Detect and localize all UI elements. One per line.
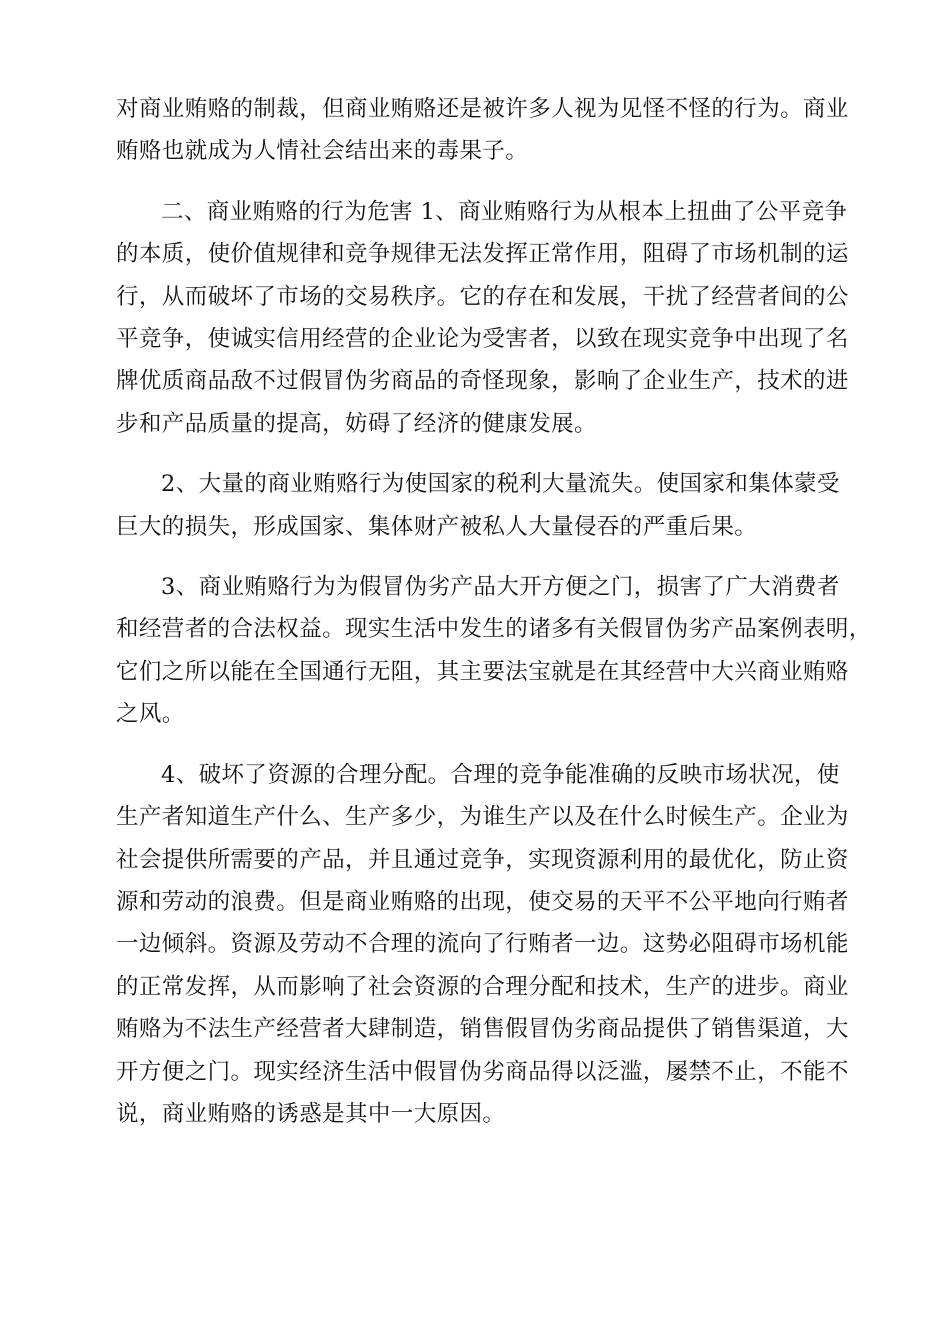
text-line: 平竞争，使诚实信用经营的企业论为受害者，以致在现实竞争中出现了名: [116, 326, 849, 353]
text-line: 开方便之门。现实经济生活中假冒伪劣商品得以泛滥，屡禁不止，不能不: [116, 1058, 849, 1085]
text-line: 贿赂为不法生产经营者大肆制造，销售假冒伪劣商品提供了销售渠道，大: [116, 1016, 849, 1043]
text-line: 3、商业贿赂行为为假冒伪劣产品大开方便之门，损害了广大消费者: [161, 574, 840, 601]
paragraph-4: [116, 566, 872, 736]
text-line: 说，商业贿赂的诱惑是其中一大原因。: [116, 1100, 506, 1127]
text-line: 之风。: [116, 701, 185, 728]
text-line: 对商业贿赂的制裁，但商业贿赂还是被许多人视为见怪不怪的行为。商业: [116, 96, 849, 122]
text-line: 牌优质商品敌不过假冒伪劣商品的奇怪现象，影响了企业生产，技术的进: [116, 368, 849, 395]
text-line: 步和产品质量的提高，妨碍了经济的健康发展。: [116, 410, 597, 437]
text-line: 2、大量的商业贿赂行为使国家的税利大量流失。使国家和集体蒙受: [161, 471, 840, 498]
paragraph-3: [116, 463, 840, 548]
text-line: 它们之所以能在全国通行无阻，其主要法宝就是在其经营中大兴商业贿赂: [116, 658, 849, 685]
text-line: 和经营者的合法权益。现实生活中发生的诸多有关假冒伪劣产品案例表明，: [116, 616, 872, 643]
document-page: [116, 88, 872, 1153]
text-line: 巨大的损失，形成国家、集体财产被私人大量侵吞的严重后果。: [116, 513, 758, 540]
text-line: 源和劳动的浪费。但是商业贿赂的出现，使交易的天平不公平地向行贿者: [116, 888, 849, 915]
text-line: 生产者知道生产什么、生产多少，为谁生产以及在什么时候生产。企业为: [116, 804, 849, 831]
text-line: 行，从而破坏了市场的交易秩序。它的存在和发展，干扰了经营者间的公: [116, 283, 849, 310]
text-line: 社会提供所需要的产品，并且通过竞争，实现资源利用的最优化，防止资: [116, 846, 849, 873]
paragraph-1: [116, 88, 849, 173]
text-line: 贿赂也就成为人情社会结出来的毒果子。: [116, 138, 529, 165]
text-line: 4、破坏了资源的合理分配。合理的竞争能准确的反映市场状况，使: [161, 761, 840, 788]
text-line: 二、商业贿赂的行为危害 1、商业贿赂行为从根本上扭曲了公平竞争: [161, 198, 848, 225]
text-line: 一边倾斜。资源及劳动不合理的流向了行贿者一边。这势必阻碍市场机能: [116, 931, 849, 958]
text-line: 的正常发挥，从而影响了社会资源的合理分配和技术，生产的进步。商业: [116, 973, 849, 1000]
text-line: 的本质，使价值规律和竞争规律无法发挥正常作用，阻碍了市场机制的运: [116, 241, 849, 268]
paragraph-2: [116, 191, 849, 445]
paragraph-5: [116, 754, 849, 1136]
